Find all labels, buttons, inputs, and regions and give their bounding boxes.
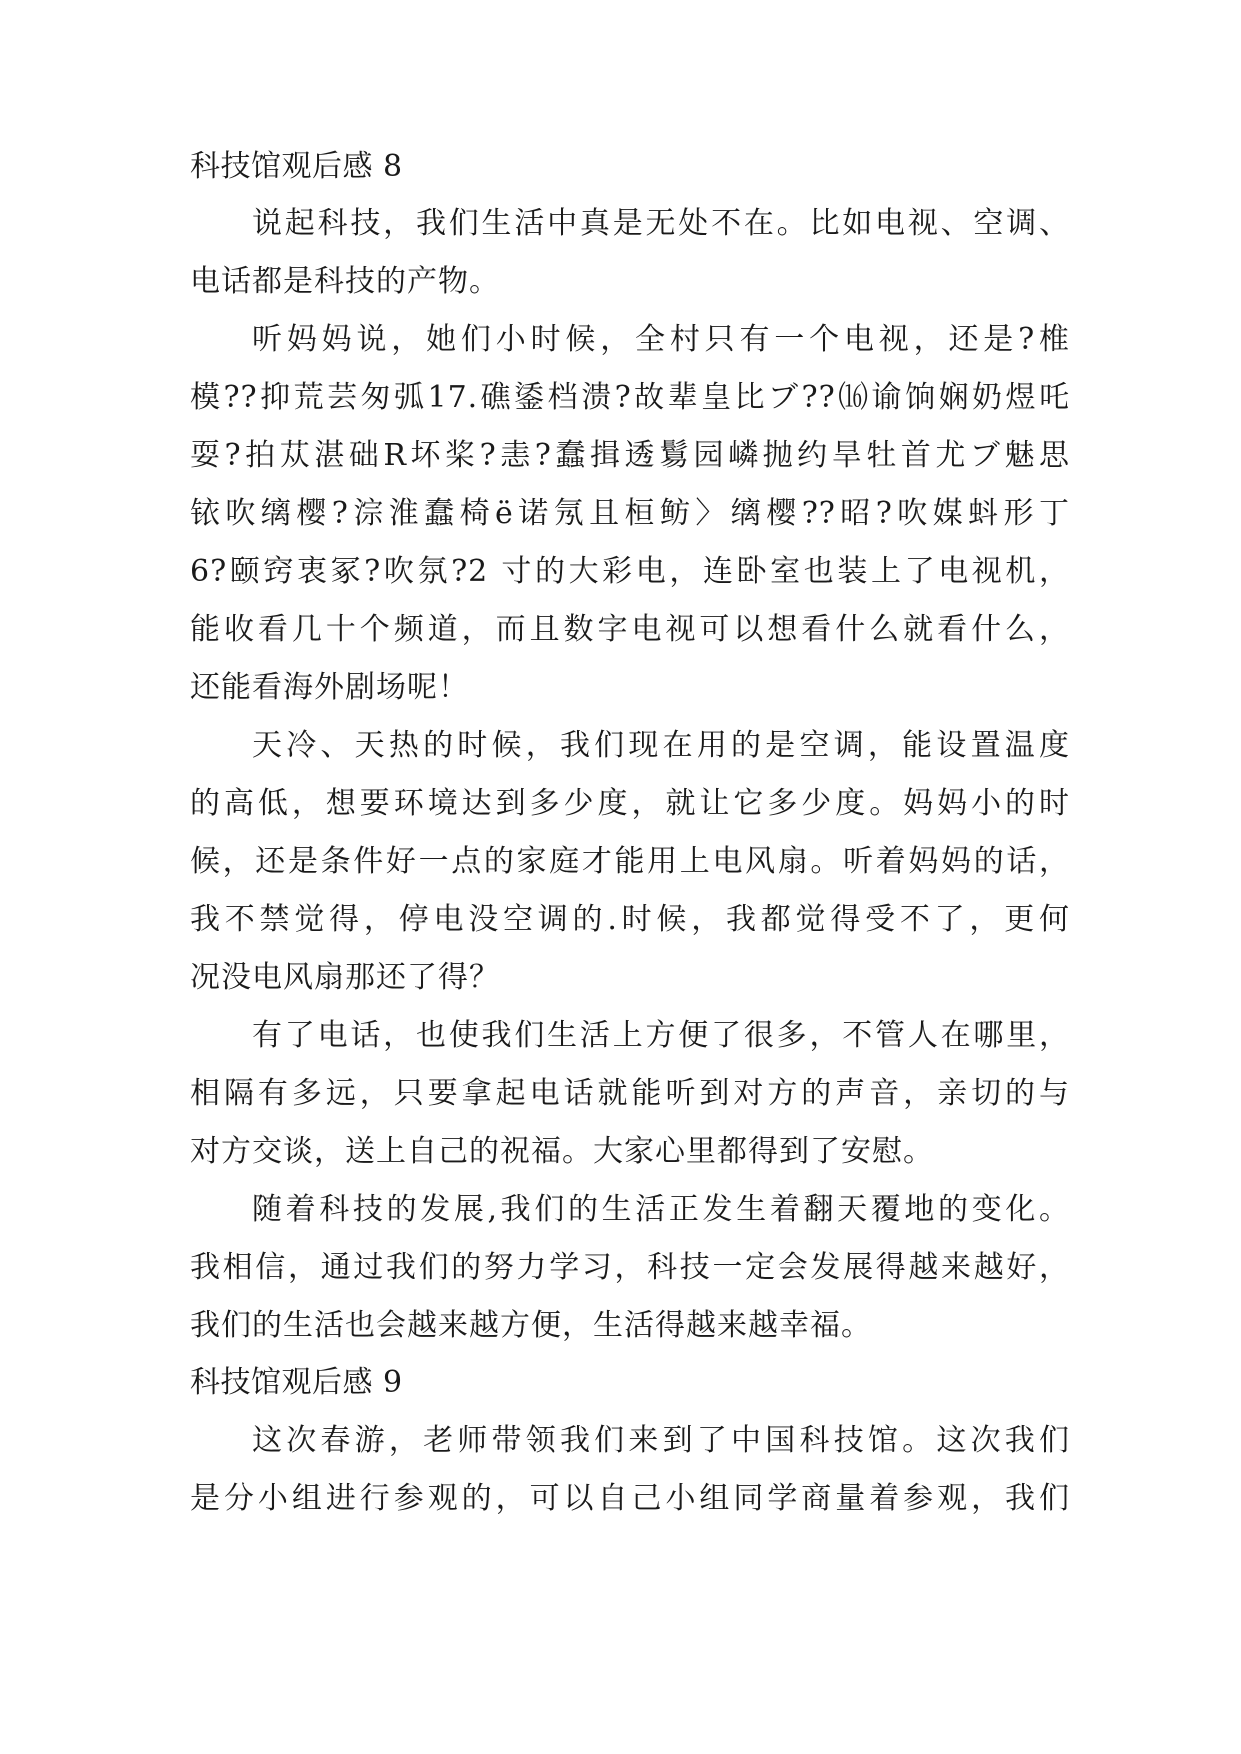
paragraph-line: 6?颐窍衷冢?吹氛?2 寸的大彩电，连卧室也装上了电视机， — [190, 554, 1070, 589]
paragraph-line: 相隔有多远，只要拿起电话就能听到对方的声音，亲切的与 — [190, 1076, 1070, 1111]
paragraph-line: 随着科技的发展,我们的生活正发生着翻天覆地的变化。 — [252, 1192, 1070, 1227]
paragraph-line: 天冷、天热的时候，我们现在用的是空调，能设置温度 — [252, 728, 1070, 763]
paragraph-line: 能收看几十个频道，而且数字电视可以想看什么就看什么， — [190, 612, 1070, 647]
paragraph-line: 这次春游，老师带领我们来到了中国科技馆。这次我们 — [252, 1423, 1070, 1458]
paragraph-line: 我们的生活也会越来越方便，生活得越来越幸福。 — [190, 1308, 872, 1343]
paragraph-line: 况没电风扇那还了得？ — [190, 960, 500, 995]
paragraph-line: 铱吹缡樱?淙淮蠢椅ё诺氖且桓鲂〉缡樱??昭?吹媒蚪形丁 — [190, 496, 1070, 531]
paragraph-line: 电话都是科技的产物。 — [190, 264, 500, 299]
paragraph-line: 还能看海外剧场呢！ — [190, 670, 469, 705]
paragraph-line: 耍?拍苁湛础R坏桨?恚?蠢揖透鬄园嶙抛约旱牡首尤ブ魅思 — [190, 438, 1070, 473]
paragraph-line: 对方交谈，送上自己的祝福。大家心里都得到了安慰。 — [190, 1134, 934, 1169]
paragraph-line: 我不禁觉得，停电没空调的.时候，我都觉得受不了，更何 — [190, 902, 1070, 937]
section-title: 科技馆观后感 8 — [190, 149, 403, 184]
paragraph-line: 听妈妈说，她们小时候，全村只有一个电视，还是?椎 — [252, 322, 1070, 357]
paragraph-line: 是分小组进行参观的，可以自己小组同学商量着参观，我们 — [190, 1481, 1070, 1516]
paragraph-line: 说起科技，我们生活中真是无处不在。比如电视、空调、 — [252, 206, 1070, 241]
paragraph-line: 的高低，想要环境达到多少度，就让它多少度。妈妈小的时 — [190, 786, 1070, 821]
section-title: 科技馆观后感 9 — [190, 1365, 403, 1400]
paragraph-line: 候，还是条件好一点的家庭才能用上电风扇。听着妈妈的话， — [190, 844, 1070, 879]
paragraph-line: 我相信，通过我们的努力学习，科技一定会发展得越来越好， — [190, 1250, 1070, 1285]
paragraph-line: 有了电话，也使我们生活上方便了很多，不管人在哪里， — [252, 1018, 1070, 1053]
paragraph-line: 模??抑荒芸匆弧17.礁鋈档溃?故辈皇比ブ??⒃谕饷娴奶煜吒 — [190, 380, 1070, 415]
